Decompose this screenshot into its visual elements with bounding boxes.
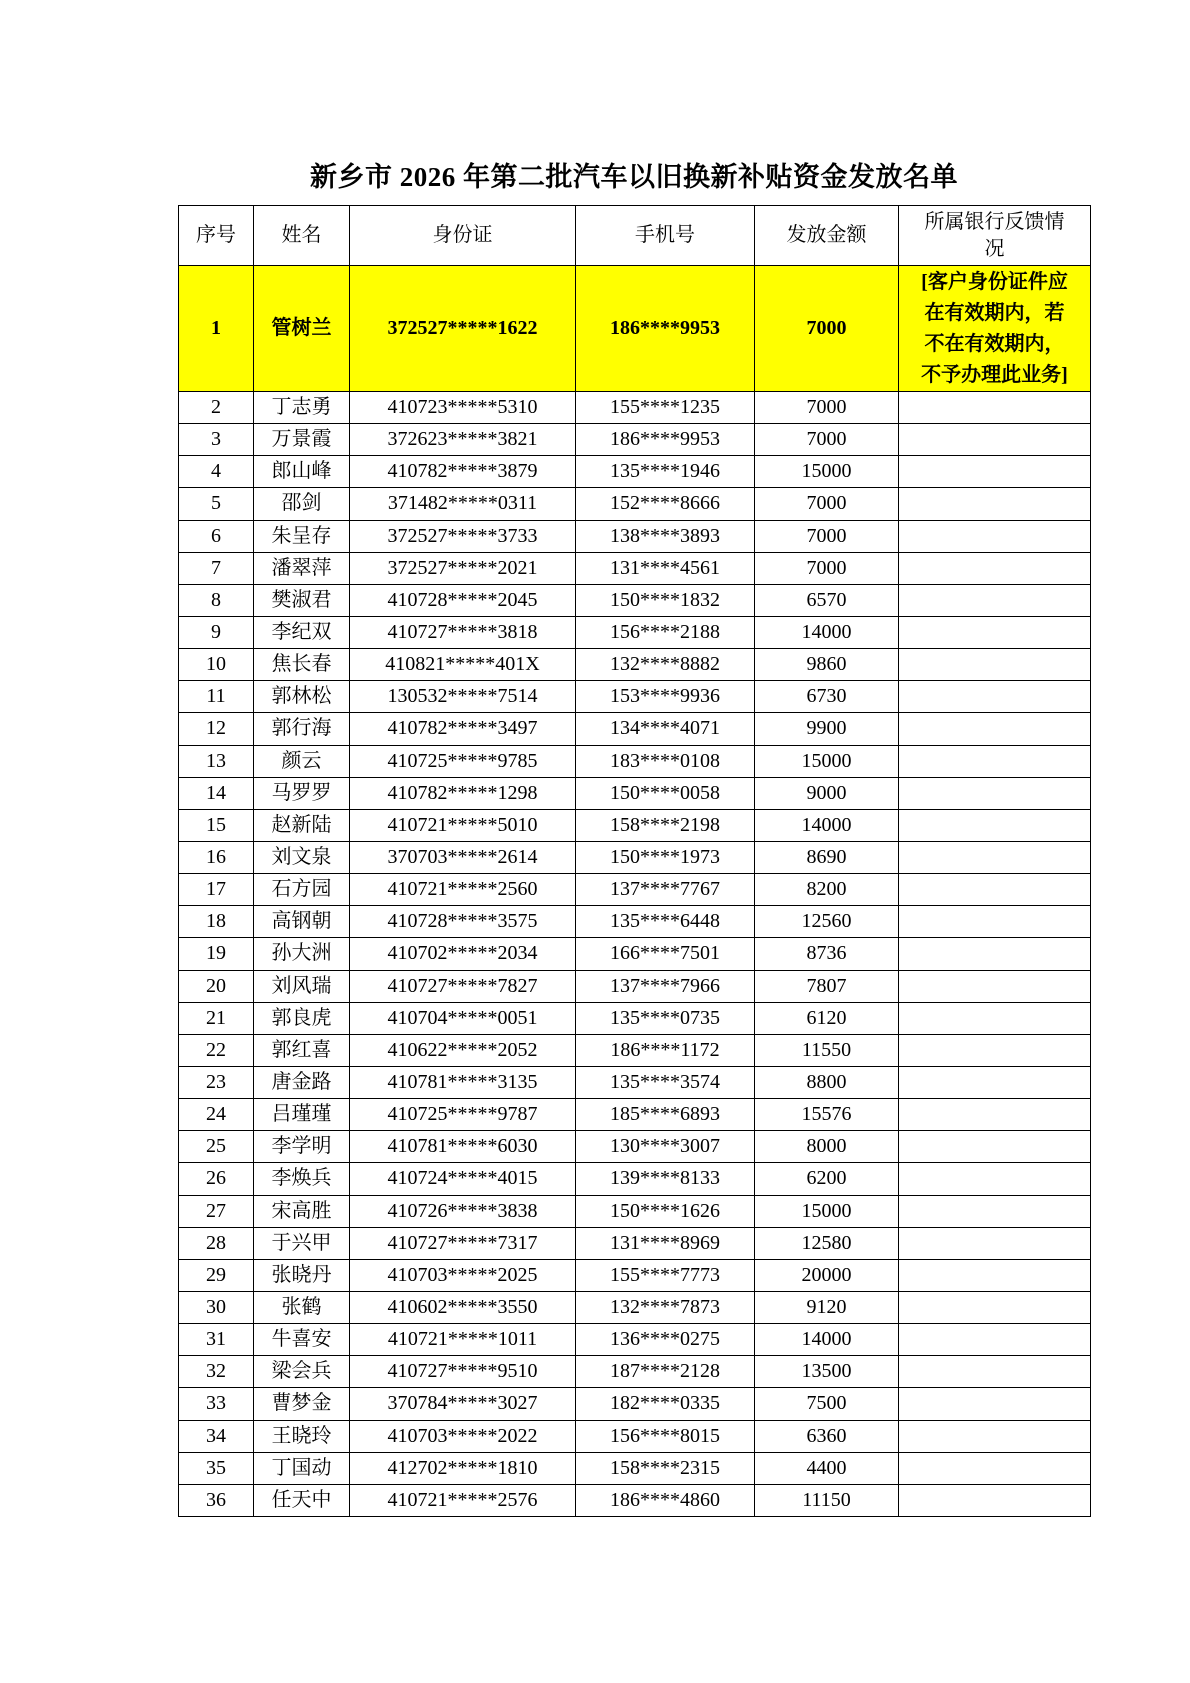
cell-name: 曹梦金 (254, 1388, 350, 1420)
cell-phone: 135****6448 (576, 906, 755, 938)
cell-bank-feedback (899, 1002, 1091, 1034)
cell-name: 管树兰 (254, 266, 350, 392)
cell-phone: 131****8969 (576, 1227, 755, 1259)
col-header-id-card: 身份证 (350, 206, 576, 266)
cell-bank-feedback (899, 874, 1091, 906)
subsidy-row (179, 424, 1091, 456)
cell-phone: 186****9953 (576, 424, 755, 456)
cell-amount: 7807 (755, 970, 899, 1002)
cell-amount: 7000 (755, 266, 899, 392)
cell-name: 任天中 (254, 1484, 350, 1516)
cell-amount: 6200 (755, 1163, 899, 1195)
cell-amount: 15576 (755, 1099, 899, 1131)
cell-id-card: 410821*****401X (350, 649, 576, 681)
cell-no: 6 (179, 520, 254, 552)
cell-name: 唐金路 (254, 1066, 350, 1098)
cell-id-card: 372527*****1622 (350, 266, 576, 392)
cell-amount: 14000 (755, 616, 899, 648)
cell-amount: 6730 (755, 681, 899, 713)
cell-no: 23 (179, 1066, 254, 1098)
cell-id-card: 410702*****2034 (350, 938, 576, 970)
cell-id-card: 410724*****4015 (350, 1163, 576, 1195)
cell-id-card: 372527*****2021 (350, 552, 576, 584)
cell-name: 郭红喜 (254, 1034, 350, 1066)
subsidy-row-highlighted (179, 266, 1091, 392)
cell-bank-feedback (899, 488, 1091, 520)
cell-no: 36 (179, 1484, 254, 1516)
col-header-amount: 发放金额 (755, 206, 899, 266)
cell-phone: 150****1626 (576, 1195, 755, 1227)
cell-phone: 156****2188 (576, 616, 755, 648)
cell-bank-feedback (899, 1131, 1091, 1163)
subsidy-row (179, 552, 1091, 584)
cell-phone: 150****0058 (576, 777, 755, 809)
cell-bank-feedback (899, 520, 1091, 552)
cell-amount: 12560 (755, 906, 899, 938)
cell-phone: 135****3574 (576, 1066, 755, 1098)
cell-bank-feedback (899, 1452, 1091, 1484)
cell-bank-feedback (899, 777, 1091, 809)
table-body (179, 266, 1091, 1517)
cell-name: 高钢朝 (254, 906, 350, 938)
cell-no: 28 (179, 1227, 254, 1259)
cell-name: 刘文泉 (254, 841, 350, 873)
cell-amount: 6360 (755, 1420, 899, 1452)
cell-no: 22 (179, 1034, 254, 1066)
cell-amount: 8736 (755, 938, 899, 970)
cell-no: 7 (179, 552, 254, 584)
cell-amount: 15000 (755, 745, 899, 777)
cell-phone: 155****1235 (576, 392, 755, 424)
cell-bank-feedback (899, 1324, 1091, 1356)
cell-no: 25 (179, 1131, 254, 1163)
cell-phone: 136****0275 (576, 1324, 755, 1356)
cell-no: 5 (179, 488, 254, 520)
cell-name: 于兴甲 (254, 1227, 350, 1259)
cell-amount: 7000 (755, 488, 899, 520)
cell-name: 丁志勇 (254, 392, 350, 424)
cell-no: 20 (179, 970, 254, 1002)
cell-amount: 8000 (755, 1131, 899, 1163)
subsidy-row (179, 1388, 1091, 1420)
cell-bank-feedback (899, 1388, 1091, 1420)
cell-name: 李焕兵 (254, 1163, 350, 1195)
col-header-phone: 手机号 (576, 206, 755, 266)
cell-id-card: 130532*****7514 (350, 681, 576, 713)
cell-bank-feedback (899, 970, 1091, 1002)
subsidy-row (179, 713, 1091, 745)
cell-name: 石方园 (254, 874, 350, 906)
cell-name: 潘翠萍 (254, 552, 350, 584)
cell-id-card: 410721*****5010 (350, 809, 576, 841)
cell-no: 11 (179, 681, 254, 713)
cell-phone: 132****8882 (576, 649, 755, 681)
cell-name: 丁国动 (254, 1452, 350, 1484)
cell-amount: 14000 (755, 809, 899, 841)
subsidy-row (179, 809, 1091, 841)
cell-id-card: 410721*****2576 (350, 1484, 576, 1516)
cell-phone: 185****6893 (576, 1099, 755, 1131)
subsidy-row (179, 1099, 1091, 1131)
cell-no: 33 (179, 1388, 254, 1420)
cell-id-card: 410727*****9510 (350, 1356, 576, 1388)
cell-name: 王晓玲 (254, 1420, 350, 1452)
cell-name: 张晓丹 (254, 1259, 350, 1291)
subsidy-row (179, 1066, 1091, 1098)
cell-bank-feedback (899, 1356, 1091, 1388)
cell-bank-feedback (899, 616, 1091, 648)
cell-bank-feedback (899, 841, 1091, 873)
subsidy-row (179, 488, 1091, 520)
cell-bank-feedback (899, 809, 1091, 841)
cell-no: 15 (179, 809, 254, 841)
cell-phone: 134****4071 (576, 713, 755, 745)
cell-phone: 166****7501 (576, 938, 755, 970)
cell-id-card: 371482*****0311 (350, 488, 576, 520)
cell-no: 16 (179, 841, 254, 873)
cell-name: 颜云 (254, 745, 350, 777)
cell-name: 马罗罗 (254, 777, 350, 809)
cell-id-card: 410602*****3550 (350, 1291, 576, 1323)
cell-no: 2 (179, 392, 254, 424)
cell-id-card: 410725*****9787 (350, 1099, 576, 1131)
cell-bank-feedback (899, 906, 1091, 938)
cell-bank-feedback (899, 745, 1091, 777)
cell-no: 18 (179, 906, 254, 938)
subsidy-row (179, 841, 1091, 873)
cell-id-card: 410728*****2045 (350, 584, 576, 616)
cell-phone: 187****2128 (576, 1356, 755, 1388)
cell-name: 宋高胜 (254, 1195, 350, 1227)
subsidy-row (179, 1002, 1091, 1034)
cell-name: 樊淑君 (254, 584, 350, 616)
cell-no: 26 (179, 1163, 254, 1195)
cell-phone: 150****1973 (576, 841, 755, 873)
cell-id-card: 410723*****5310 (350, 392, 576, 424)
subsidy-row (179, 1356, 1091, 1388)
subsidy-row (179, 938, 1091, 970)
cell-amount: 6120 (755, 1002, 899, 1034)
subsidy-row (179, 777, 1091, 809)
cell-phone: 158****2315 (576, 1452, 755, 1484)
cell-no: 31 (179, 1324, 254, 1356)
cell-no: 24 (179, 1099, 254, 1131)
subsidy-row (179, 1034, 1091, 1066)
cell-amount: 11550 (755, 1034, 899, 1066)
page-title: 新乡市 2026 年第二批汽车以旧换新补贴资金发放名单 (310, 162, 958, 192)
subsidy-row (179, 1324, 1091, 1356)
cell-bank-feedback (899, 1259, 1091, 1291)
cell-amount: 7000 (755, 552, 899, 584)
cell-phone: 131****4561 (576, 552, 755, 584)
cell-bank-feedback (899, 1227, 1091, 1259)
cell-phone: 158****2198 (576, 809, 755, 841)
cell-no: 21 (179, 1002, 254, 1034)
cell-name: 焦长春 (254, 649, 350, 681)
cell-name: 郎山峰 (254, 456, 350, 488)
cell-name: 牛喜安 (254, 1324, 350, 1356)
cell-bank-feedback (899, 1099, 1091, 1131)
subsidy-table (178, 205, 1091, 1517)
cell-no: 10 (179, 649, 254, 681)
cell-no: 3 (179, 424, 254, 456)
cell-name: 吕瑾瑾 (254, 1099, 350, 1131)
cell-amount: 15000 (755, 456, 899, 488)
header-row (179, 206, 1091, 266)
cell-phone: 183****0108 (576, 745, 755, 777)
cell-no: 1 (179, 266, 254, 392)
cell-id-card: 410727*****3818 (350, 616, 576, 648)
cell-id-card: 410721*****1011 (350, 1324, 576, 1356)
cell-phone: 186****1172 (576, 1034, 755, 1066)
subsidy-row (179, 745, 1091, 777)
subsidy-row (179, 970, 1091, 1002)
cell-amount: 14000 (755, 1324, 899, 1356)
cell-id-card: 410726*****3838 (350, 1195, 576, 1227)
cell-bank-feedback (899, 1066, 1091, 1098)
cell-phone: 137****7966 (576, 970, 755, 1002)
cell-amount: 7000 (755, 392, 899, 424)
cell-amount: 12580 (755, 1227, 899, 1259)
cell-bank-feedback (899, 456, 1091, 488)
cell-phone: 152****8666 (576, 488, 755, 520)
cell-id-card: 370703*****2614 (350, 841, 576, 873)
cell-name: 邵剑 (254, 488, 350, 520)
cell-amount: 8800 (755, 1066, 899, 1098)
cell-phone: 135****0735 (576, 1002, 755, 1034)
cell-id-card: 410704*****0051 (350, 1002, 576, 1034)
cell-phone: 186****9953 (576, 266, 755, 392)
subsidy-row (179, 1259, 1091, 1291)
cell-amount: 13500 (755, 1356, 899, 1388)
cell-phone: 150****1832 (576, 584, 755, 616)
cell-name: 孙大洲 (254, 938, 350, 970)
cell-bank-feedback (899, 1291, 1091, 1323)
subsidy-row (179, 1163, 1091, 1195)
cell-no: 8 (179, 584, 254, 616)
cell-id-card: 410782*****1298 (350, 777, 576, 809)
cell-no: 27 (179, 1195, 254, 1227)
cell-name: 万景霞 (254, 424, 350, 456)
cell-name: 李纪双 (254, 616, 350, 648)
cell-amount: 9000 (755, 777, 899, 809)
cell-id-card: 410782*****3497 (350, 713, 576, 745)
subsidy-row (179, 1291, 1091, 1323)
cell-bank-feedback (899, 938, 1091, 970)
subsidy-row (179, 906, 1091, 938)
cell-id-card: 410781*****6030 (350, 1131, 576, 1163)
cell-bank-feedback (899, 1484, 1091, 1516)
cell-id-card: 410703*****2025 (350, 1259, 576, 1291)
cell-bank-feedback (899, 649, 1091, 681)
cell-amount: 7500 (755, 1388, 899, 1420)
cell-phone: 155****7773 (576, 1259, 755, 1291)
cell-no: 29 (179, 1259, 254, 1291)
cell-phone: 156****8015 (576, 1420, 755, 1452)
cell-name: 张鹤 (254, 1291, 350, 1323)
cell-amount: 20000 (755, 1259, 899, 1291)
subsidy-row (179, 1131, 1091, 1163)
cell-amount: 11150 (755, 1484, 899, 1516)
cell-no: 12 (179, 713, 254, 745)
subsidy-row (179, 392, 1091, 424)
cell-name: 郭林松 (254, 681, 350, 713)
cell-amount: 15000 (755, 1195, 899, 1227)
cell-id-card: 410727*****7317 (350, 1227, 576, 1259)
cell-amount: 4400 (755, 1452, 899, 1484)
cell-bank-feedback (899, 1420, 1091, 1452)
subsidy-row (179, 520, 1091, 552)
cell-bank-feedback (899, 1163, 1091, 1195)
cell-phone: 139****8133 (576, 1163, 755, 1195)
col-header-no: 序号 (179, 206, 254, 266)
cell-id-card: 412702*****1810 (350, 1452, 576, 1484)
cell-amount: 7000 (755, 424, 899, 456)
cell-name: 郭行海 (254, 713, 350, 745)
cell-id-card: 410725*****9785 (350, 745, 576, 777)
cell-no: 9 (179, 616, 254, 648)
cell-bank-feedback (899, 713, 1091, 745)
subsidy-row (179, 1227, 1091, 1259)
cell-id-card: 370784*****3027 (350, 1388, 576, 1420)
cell-no: 17 (179, 874, 254, 906)
cell-name: 梁会兵 (254, 1356, 350, 1388)
cell-phone: 132****7873 (576, 1291, 755, 1323)
subsidy-row (179, 456, 1091, 488)
cell-bank-feedback (899, 1195, 1091, 1227)
cell-no: 14 (179, 777, 254, 809)
cell-amount: 8200 (755, 874, 899, 906)
cell-no: 35 (179, 1452, 254, 1484)
cell-id-card: 410721*****2560 (350, 874, 576, 906)
cell-no: 32 (179, 1356, 254, 1388)
cell-name: 李学明 (254, 1131, 350, 1163)
subsidy-row (179, 649, 1091, 681)
cell-name: 朱呈存 (254, 520, 350, 552)
cell-id-card: 410727*****7827 (350, 970, 576, 1002)
table-header (179, 206, 1091, 266)
cell-phone: 153****9936 (576, 681, 755, 713)
subsidy-row (179, 1195, 1091, 1227)
cell-id-card: 410622*****2052 (350, 1034, 576, 1066)
cell-phone: 138****3893 (576, 520, 755, 552)
cell-amount: 6570 (755, 584, 899, 616)
cell-bank-feedback (899, 681, 1091, 713)
col-header-name: 姓名 (254, 206, 350, 266)
subsidy-row (179, 584, 1091, 616)
cell-id-card: 372623*****3821 (350, 424, 576, 456)
cell-amount: 7000 (755, 520, 899, 552)
cell-id-card: 410728*****3575 (350, 906, 576, 938)
cell-name: 刘风瑞 (254, 970, 350, 1002)
cell-id-card: 410782*****3879 (350, 456, 576, 488)
subsidy-row (179, 616, 1091, 648)
subsidy-row (179, 1484, 1091, 1516)
cell-no: 30 (179, 1291, 254, 1323)
cell-id-card: 372527*****3733 (350, 520, 576, 552)
cell-bank-feedback (899, 552, 1091, 584)
cell-name: 郭良虎 (254, 1002, 350, 1034)
subsidy-row (179, 1452, 1091, 1484)
cell-id-card: 410703*****2022 (350, 1420, 576, 1452)
cell-bank-feedback (899, 584, 1091, 616)
cell-phone: 186****4860 (576, 1484, 755, 1516)
cell-amount: 9900 (755, 713, 899, 745)
cell-no: 4 (179, 456, 254, 488)
col-header-bank-feedback: 所属银行反馈情况 (899, 206, 1091, 266)
cell-no: 13 (179, 745, 254, 777)
cell-phone: 135****1946 (576, 456, 755, 488)
cell-phone: 182****0335 (576, 1388, 755, 1420)
cell-phone: 137****7767 (576, 874, 755, 906)
subsidy-row (179, 874, 1091, 906)
cell-bank-feedback (899, 424, 1091, 456)
subsidy-row (179, 1420, 1091, 1452)
cell-no: 19 (179, 938, 254, 970)
cell-amount: 9120 (755, 1291, 899, 1323)
cell-name: 赵新陆 (254, 809, 350, 841)
cell-amount: 8690 (755, 841, 899, 873)
cell-bank-feedback: [客户身份证件应在有效期内，若不在有效期内，不予办理此业务] (899, 266, 1091, 392)
subsidy-row (179, 681, 1091, 713)
cell-amount: 9860 (755, 649, 899, 681)
cell-phone: 130****3007 (576, 1131, 755, 1163)
cell-no: 34 (179, 1420, 254, 1452)
cell-id-card: 410781*****3135 (350, 1066, 576, 1098)
cell-bank-feedback (899, 1034, 1091, 1066)
cell-bank-feedback (899, 392, 1091, 424)
